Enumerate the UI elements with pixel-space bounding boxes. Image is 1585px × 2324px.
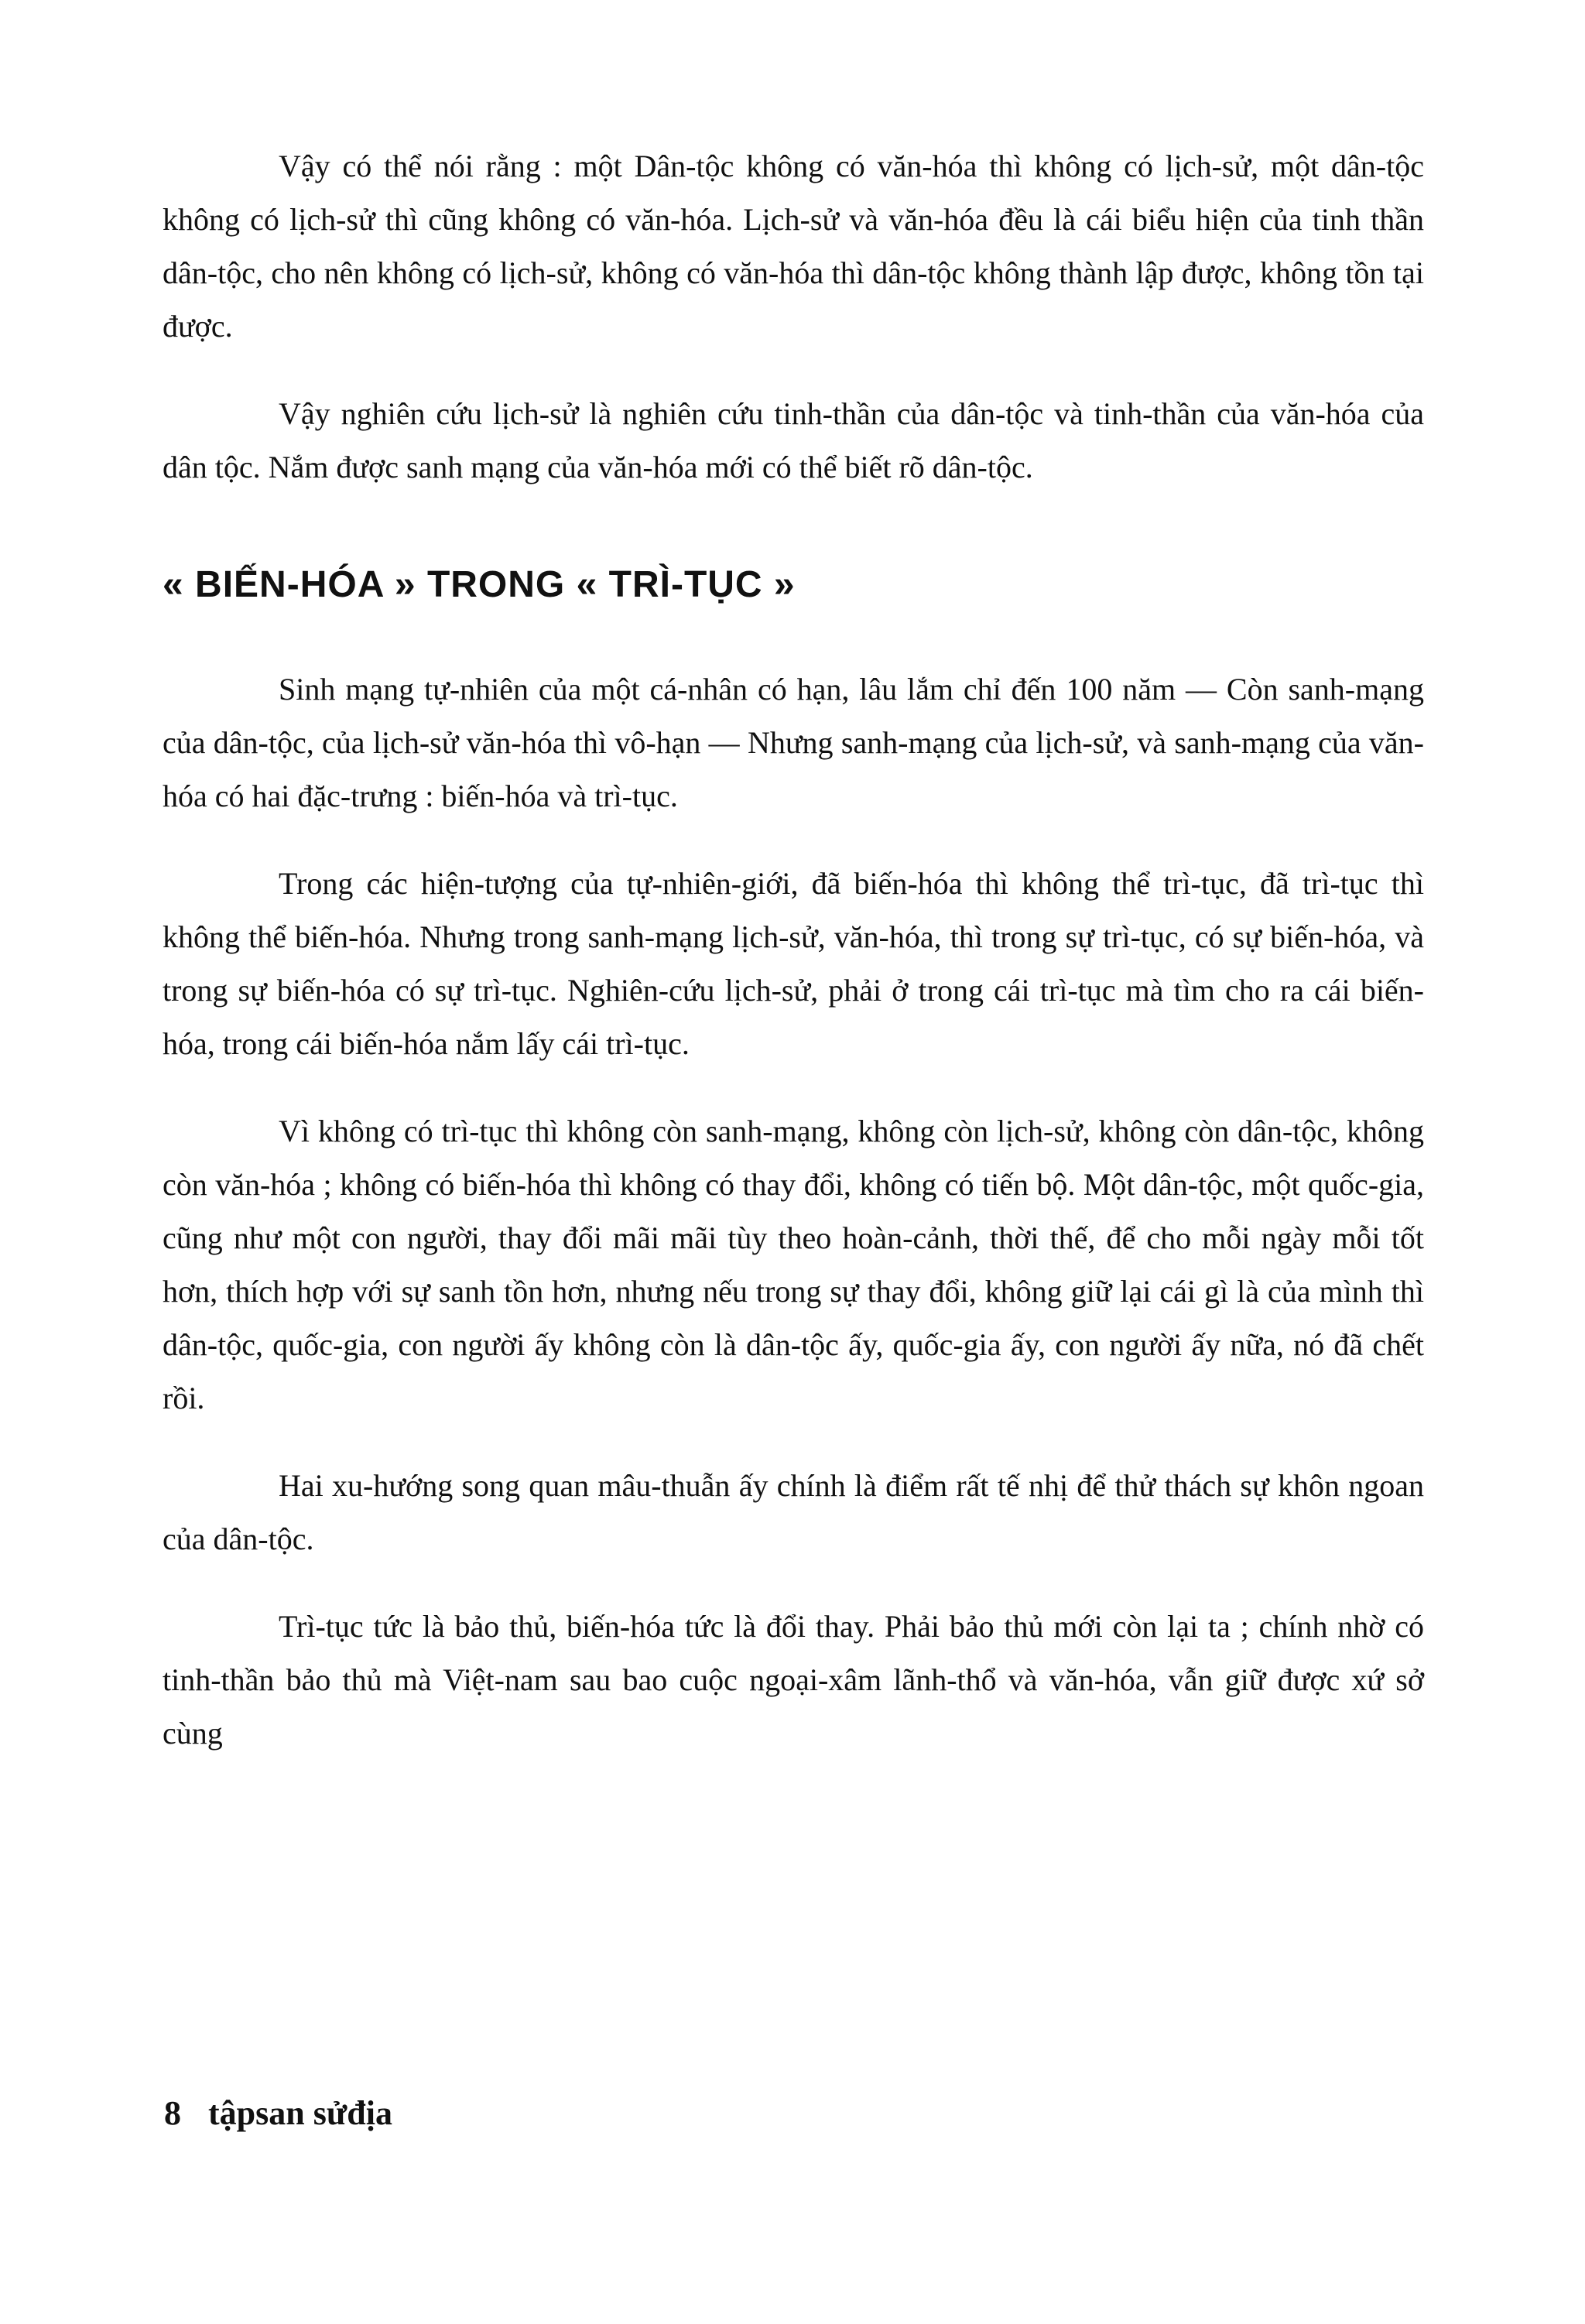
section-heading: « BIẾN-HÓA » TRONG « TRÌ-TỤC » bbox=[163, 564, 796, 605]
article-body bbox=[163, 139, 1424, 1760]
paragraph: Hai xu-hướng song quan mâu-thuẫn ấy chính là điểm rất tế nhị để thử thách sự khôn ngoan của dân-tộc. bbox=[163, 1468, 1424, 1556]
page-footer bbox=[164, 2093, 392, 2133]
paragraph: Trì-tục tức là bảo thủ, biến-hóa tức là đổi thay. Phải bảo thủ mới còn lại ta ; chính nhờ có tinh-thần bảo thủ mà Việt-nam sau bao cuộc ngoại-xâm lãnh-thổ và văn-hóa, vẫn giữ được xứ sở cùng bbox=[163, 1609, 1424, 1751]
paragraph: Sinh mạng tự-nhiên của một cá-nhân có hạn, lâu lắm chỉ đến 100 năm — Còn sanh-mạng của dân-tộc, của lịch-sử văn-hóa thì vô-hạn — Nhưng sanh-mạng của lịch-sử, và sanh-mạng của văn-hóa có hai đặc-trưng : biến-hóa và trì-tục. bbox=[163, 672, 1424, 813]
paragraph: Trong các hiện-tượng của tự-nhiên-giới, đã biến-hóa thì không thể trì-tục, đã trì-tục thì không thể biến-hóa. Nhưng trong sanh-mạng lịch-sử, văn-hóa, thì trong sự trì-tục, có sự biến-hóa, và trong sự biến-hóa có sự trì-tục. Nghiên-cứu lịch-sử, phải ở trong cái trì-tục mà tìm cho ra cái biến-hóa, trong cái biến-hóa nắm lấy cái trì-tục. bbox=[163, 866, 1424, 1061]
paragraph: Vậy có thể nói rằng : một Dân-tộc không có văn-hóa thì không có lịch-sử, một dân-tộc không có lịch-sử thì cũng không có văn-hóa. Lịch-sử và văn-hóa đều là cái biểu hiện của tinh thần dân-tộc, cho nên không có lịch-sử, không có văn-hóa thì dân-tộc không thành lập được, không tồn tại được. bbox=[163, 149, 1424, 344]
paragraph: Vì không có trì-tục thì không còn sanh-mạng, không còn lịch-sử, không còn dân-tộc, không còn văn-hóa ; không có biến-hóa thì không có thay đổi, không có tiến bộ. Một dân-tộc, một quốc-gia, cũng như một con người, thay đổi mãi mãi tùy theo hoàn-cảnh, thời thế, để cho mỗi ngày mỗi tốt hơn, thích hợp với sự sanh tồn hơn, nhưng nếu trong sự thay đổi, không giữ lại cái gì là của mình thì dân-tộc, quốc-gia, con người ấy không còn là dân-tộc ấy, quốc-gia ấy, con người ấy nữa, nó đã chết rồi. bbox=[163, 1114, 1424, 1415]
page-number: 8 bbox=[164, 2094, 181, 2132]
paragraph: Vậy nghiên cứu lịch-sử là nghiên cứu tinh-thần của dân-tộc và tinh-thần của văn-hóa của dân tộc. Nắm được sanh mạng của văn-hóa mới có thể biết rõ dân-tộc. bbox=[163, 396, 1424, 484]
publication-name: tậpsan sửđịa bbox=[208, 2094, 392, 2132]
